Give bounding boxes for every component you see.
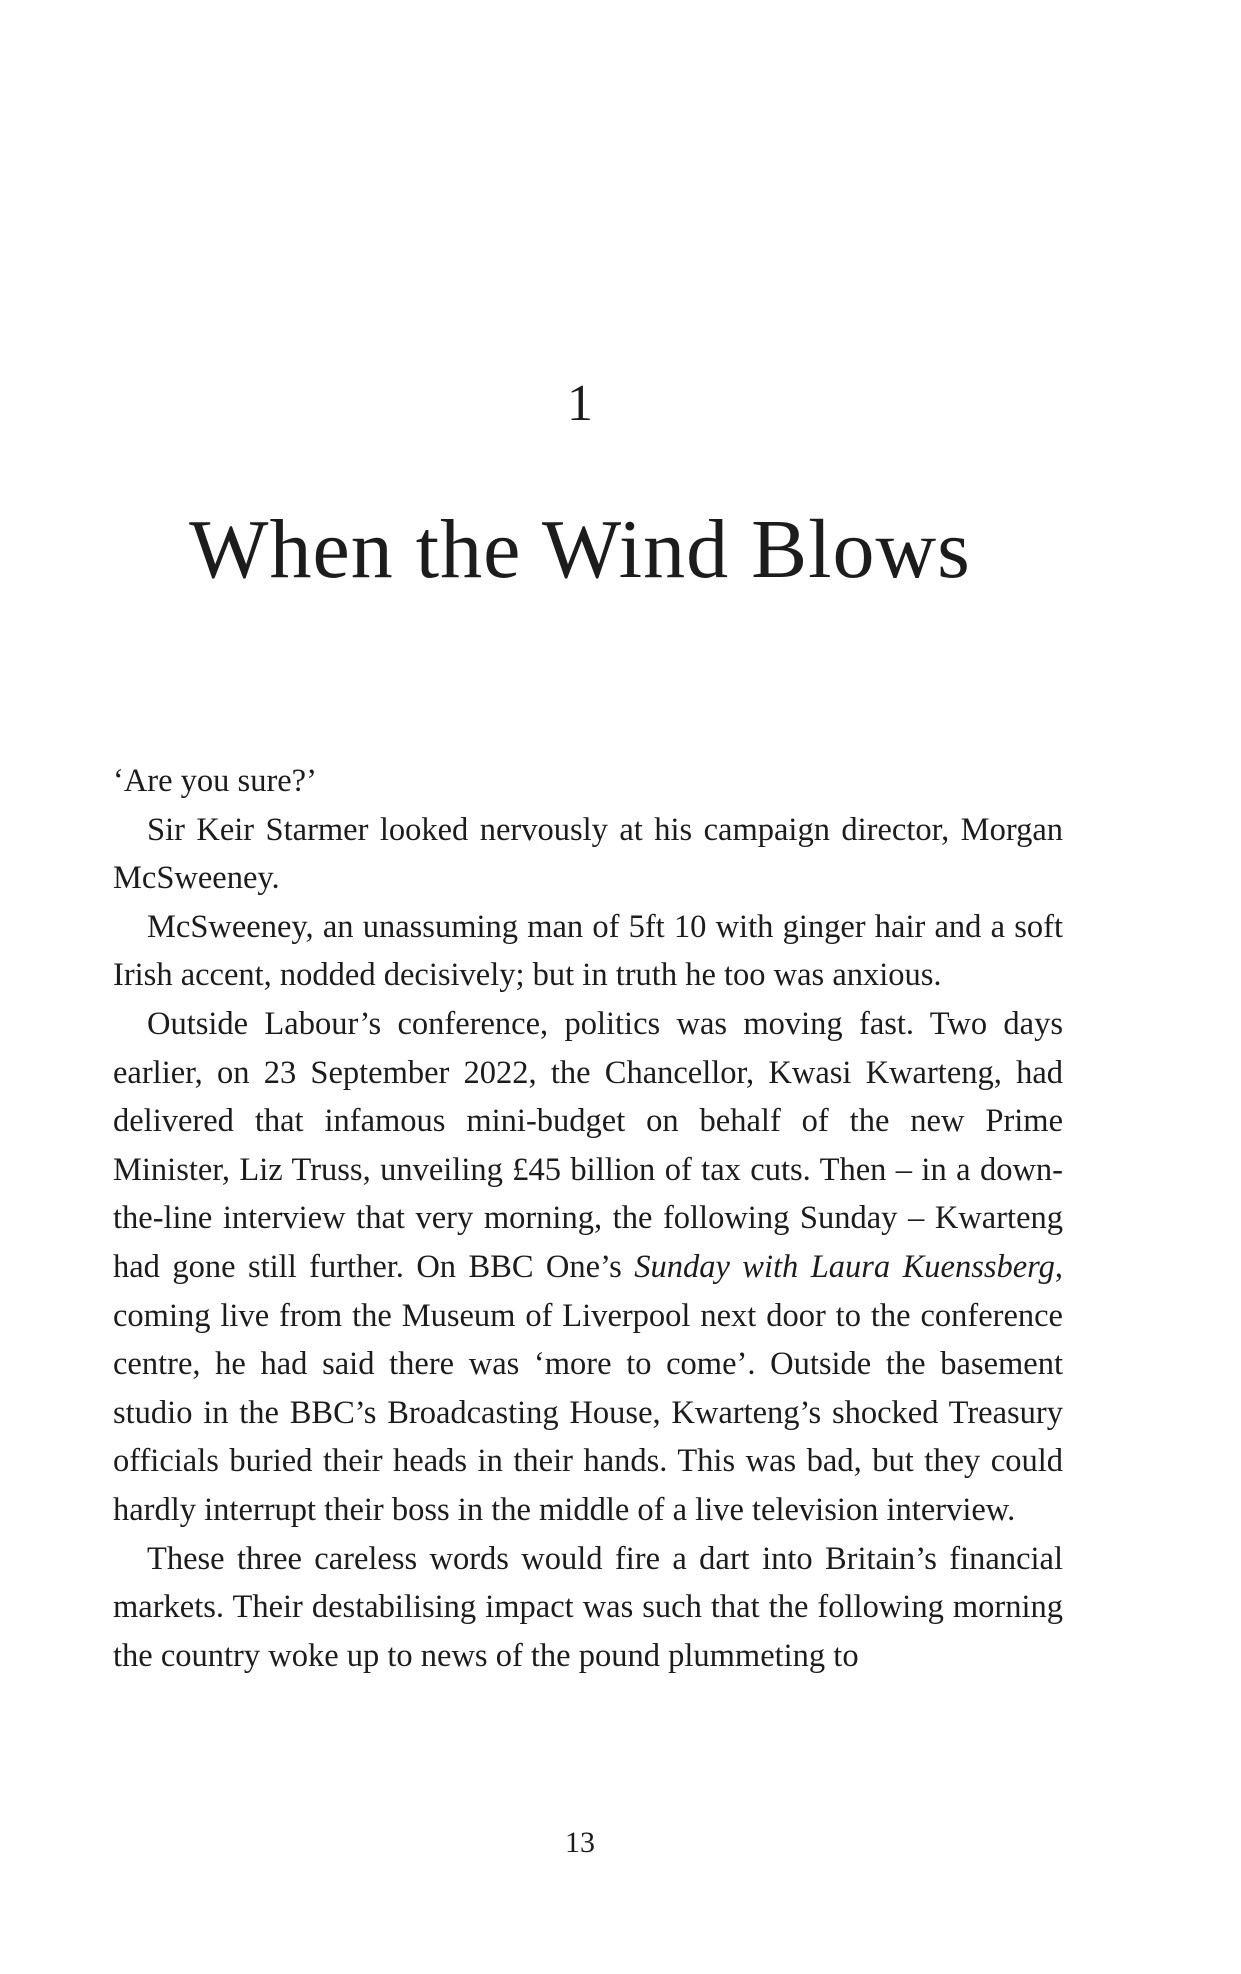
chapter-title: When the Wind Blows bbox=[189, 503, 971, 596]
paragraph-markets: These three careless words would fire a dart into Britain’s financial markets. Their destabilising impact was such that the following morning the country woke up to news of the pound plummeting to bbox=[113, 1540, 1063, 1674]
paragraph-starmer: Sir Keir Starmer looked nervously at his campaign director, Morgan McSweeney. bbox=[113, 811, 1063, 897]
chapter-number: 1 bbox=[567, 375, 593, 432]
paragraph-conference-part-2: , coming live from the Museum of Liverpool next door to the conference centre, he had said there was ‘more to come’. Outside the basement studio in the BBC’s Broadcasting House, Kwarteng’s shocked Treasury officials buried their heads in their hands. This was bad, but they could hardly interrupt their boss in the middle of a live television interview. bbox=[113, 1248, 1063, 1528]
paragraph-opening-quote: ‘Are you sure?’ bbox=[113, 763, 317, 799]
paragraph-mcsweeney: McSweeney, an unassuming man of 5ft 10 with ginger hair and a soft Irish accent, nodded decisively; but in truth he too was anxious. bbox=[113, 908, 1063, 994]
paragraph-conference bbox=[113, 1000, 1063, 1535]
paragraph-conference-part-1: Outside Labour’s conference, politics was moving fast. Two days earlier, on 23 September 2022, the Chancellor, Kwasi Kwarteng, had delivered that infamous mini-budget on behalf of the new Prime Minister, Liz Truss, unveiling £45 billion of tax cuts. Then – in a down-the-line interview that very morning, the following Sunday – Kwarteng had gone still further. On BBC One’s bbox=[113, 1005, 1063, 1285]
programme-title: Sunday with Laura Kuenssberg bbox=[634, 1248, 1055, 1285]
page-number: 13 bbox=[565, 1826, 595, 1859]
body-text bbox=[113, 757, 1063, 1680]
